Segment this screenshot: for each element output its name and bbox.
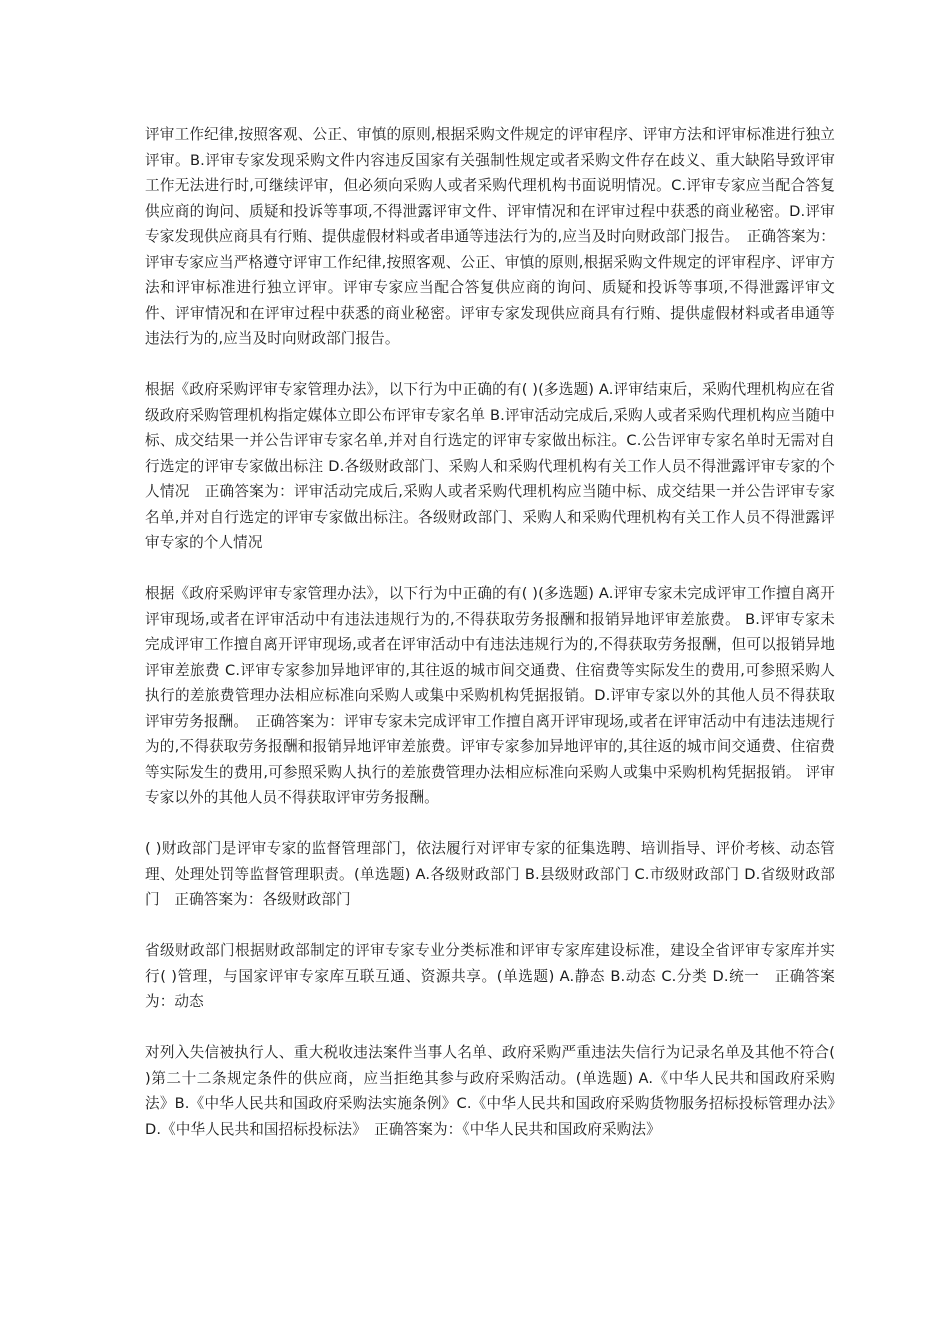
paragraph-supervising-department: ( )财政部门是评审专家的监督管理部门，依法履行对评审专家的征集选聘、培训指导、评价考核、动态管理、处理处罚等监督管理职责。(单选题) A.各级财政部门 B.县级财政部门 C.市级财政部门 D.省级财政部门 正确答案为：各级财政部门 — [145, 840, 835, 908]
paragraph-expert-database: 省级财政部门根据财政部制定的评审专家专业分类标准和评审专家库建设标准，建设全省评审专家库并实行( )管理，与国家评审专家库互联互通、资源共享。(单选题) A.静态 B.动态 C.分类 D.统一 正确答案为：动态 — [145, 942, 835, 1010]
document-body — [145, 122, 835, 1168]
paragraph-review-discipline: 评审工作纪律,按照客观、公正、审慎的原则,根据采购文件规定的评审程序、评审方法和评审标准进行独立评审。B.评审专家发现采购文件内容违反国家有关强制性规定或者采购文件存在歧义、重大缺陷导致评审工作无法进行时,可继续评审，但必须向采购人或者采购代理机构书面说明情况。C.评审专家应当配合答复供应商的询问、质疑和投诉等事项,不得泄露评审文件、评审情况和在评审过程中获悉的商业秘密。D.评审专家发现供应商具有行贿、提供虚假材料或者串通等违法行为的,应当及时向财政部门报告。 正确答案为：评审专家应当严格遵守评审工作纪律,按照客观、公正、审慎的原则,根据采购文件规定的评审程序、评审方法和评审标准进行独立评审。评审专家应当配合答复供应商的询问、质疑和投诉等事项,不得泄露评审文件、评审情况和在评审过程中获悉的商业秘密。评审专家发现供应商具有行贿、提供虚假材料或者串通等违法行为的,应当及时向财政部门报告。 — [145, 126, 835, 347]
paragraph-expert-remuneration: 根据《政府采购评审专家管理办法》，以下行为中正确的有( )(多选题) A.评审专家未完成评审工作擅自离开评审现场,或者在评审活动中有违法违规行为的,不得获取劳务报酬和报销异地评审差旅费。 B.评审专家未完成评审工作擅自离开评审现场,或者在评审活动中有违法违规行为的,不得获取劳务报酬，但可以报销异地评审差旅费 C.评审专家参加异地评审的,其往返的城市间交通费、住宿费等实际发生的费用,可参照采购人执行的差旅费管理办法相应标准向采购人或集中采购机构凭据报销。D.评审专家以外的其他人员不得获取评审劳务报酬。 正确答案为：评审专家未完成评审工作擅自离开评审现场,或者在评审活动中有违法违规行为的,不得获取劳务报酬和报销异地评审差旅费。评审专家参加异地评审的,其往返的城市间交通费、住宿费等实际发生的费用,可参照采购人执行的差旅费管理办法相应标准向采购人或集中采购机构凭据报销。 评审专家以外的其他人员不得获取评审劳务报酬。 — [145, 585, 835, 806]
paragraph-supplier-exclusion: 对列入失信被执行人、重大税收违法案件当事人名单、政府采购严重违法失信行为记录名单及其他不符合( )第二十二条规定条件的供应商，应当拒绝其参与政府采购活动。(单选题) A.《中华人民共和国政府采购法》B.《中华人民共和国政府采购法实施条例》C.《中华人民共和国政府采购货物服务招标投标管理办法》D.《中华人民共和国招标投标法》 正确答案为：《中华人民共和国政府采购法》 — [145, 1044, 835, 1138]
paragraph-expert-list-publication: 根据《政府采购评审专家管理办法》，以下行为中正确的有( )(多选题) A.评审结束后，采购代理机构应在省级政府采购管理机构指定媒体立即公布评审专家名单 B.评审活动完成后,采购人或者采购代理机构应当随中标、成交结果一并公告评审专家名单,并对自行选定的评审专家做出标注。C.公告评审专家名单时无需对自行选定的评审专家做出标注 D.各级财政部门、采购人和采购代理机构有关工作人员不得泄露评审专家的个人情况 正确答案为：评审活动完成后,采购人或者采购代理机构应当随中标、成交结果一并公告评审专家名单,并对自行选定的评审专家做出标注。各级财政部门、采购人和采购代理机构有关工作人员不得泄露评审专家的个人情况 — [145, 381, 835, 551]
